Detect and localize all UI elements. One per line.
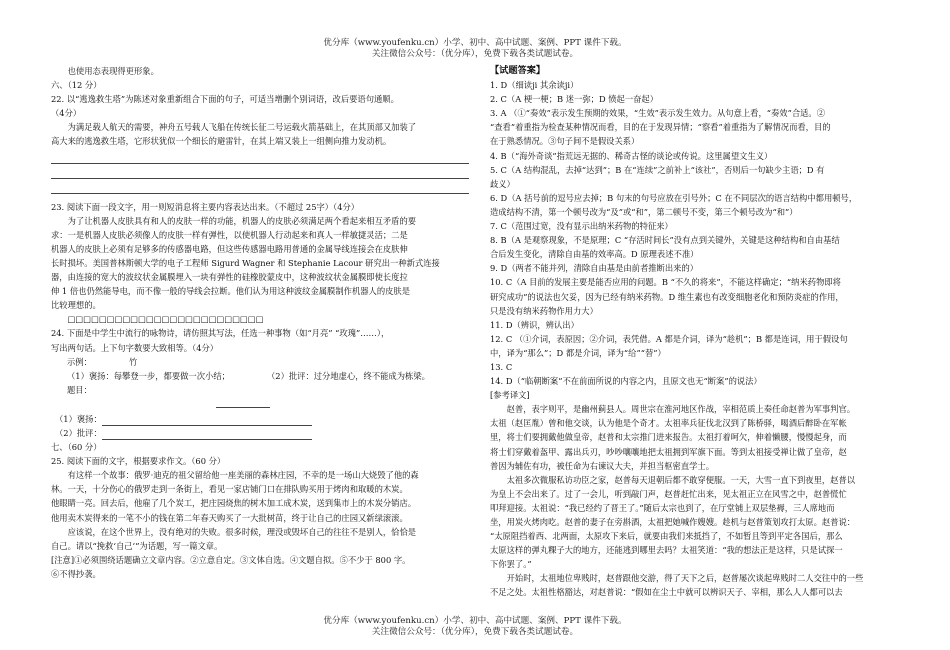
answer-boxes: □□□□□□□□□□□□□□□□□□□□□□□□□ [67,314,264,325]
question-22-points: （4分） [51,108,82,119]
praise-label: （1）褒扬： [55,413,102,424]
answer-10: 10. C（A 目前的发展主要是能否应用的问题。B “不久的将来”，不能这样确定；“纳米药物即将 [490,277,841,288]
question-22: 22. 以“逃逸救生塔”为陈述对象重新组合下面的句子，可适当增删个别词语，改后要语句通顺。 [51,94,399,105]
example-criticism: （2）批评：过分地虚心，终不能成为栋梁。 [267,370,430,381]
text-line: 他用卖木炭得来的一笔不小的钱在第二年春天购买了一大批树苗，终于让自己的庄园又新绿滚滚。 [51,512,408,523]
answer-14: 14. D（“临朝断案”不在前面所说的内容之内，且原文也无“断案”的说法） [490,376,762,387]
question-24: 24. 下面是中学生中流行的咏物诗，请仿照其写法，任选一种事物（如“月亮” “玫瑰”……）， [51,328,390,339]
header-line-1: 优分库（www.youfenku.cn）小学、初中、高中试题、案例、PPT 课件下载。 [323,38,627,48]
answer-6: 6. D（A 括号前的逗号应去掉；B 句末的句号应放在引号外；C 在不同层次的语言结构中都用顿号， [490,192,858,203]
text-line: 自己。请以“挽救‘自己’”为话题，写一篇文章。 [51,540,223,551]
text-line: 为满足载人航天的需要，神舟五号载人飞船在传统长征二号运载火箭基础上，在其顶部又加装了 [67,122,417,133]
text-line: 求：一是机器人皮肤必须像人的皮肤一样有弹性，以使机器人行动起来和真人一样敏捷灵活；二是 [51,229,408,240]
text-line: 研究成功”的说法也欠妥，因为已经有纳米药物。D 维生素也有改变细胞老化和预防炎症的作用， [490,291,844,302]
praise-row [51,412,469,426]
question-23: 23. 阅读下面一段文字，用一则短消息将主要内容表达出来。（不超过 25字）（4分） [51,201,360,212]
text-line: 在于熟悉情况。③句子间不是假设关系） [490,136,640,147]
right-column [490,64,906,616]
title-blank [216,397,270,408]
example-row [51,355,469,369]
example-label: 示例： [67,356,92,367]
answer-5: 5. C（A 结构混乱，去掉“达到”；B 在“连续”之前补上“该社”，否则后一句缺少主语；D 有 [490,164,825,175]
text-line: 伸 1 倍也仍然能导电，而不像一般的导线会拉断。他们认为用这种波纹金属膜制作机器人的皮肤是 [51,286,411,297]
footer-line-2: 关注微信公众号：（优分库），免费下载各类试题试卷。 [371,627,579,637]
text-line: 合后发生变化，清除自由基的效率高。D 原理表述不准） [490,249,699,260]
text-line: 有这样一个故事：俄罗·迪克的祖父留给他一座美丽的森林庄园，不幸的是一场山大烧毁了他的森 [67,470,419,481]
text-line: 叩拜迎接。太祖说：“我已经约了晋王了。”随后太宗也到了，在厅堂铺上双层垫褥，三人席地而 [490,502,835,513]
text-line: 只是没有纳米药物作用力大） [490,305,598,316]
text-line: 歧义） [490,178,515,189]
text-line: 赵普，表字则平，是幽州蓟县人。周世宗在淮河地区作战，宰相范质上奏任命赵普为军事判官。 [506,404,856,415]
text-line: 太原这样的弹丸粿子大的地方，还能逃到哪里去吗？太祖笑道：“我的想法正是这样，只是试探一 [490,545,843,556]
text-line: 林。一天，十分伤心的俄罗走到一条街上，看见一家店铺门口在排队购买用于烤肉和取暖的木炭。 [51,484,408,495]
answer-8: 8. B（A 是观察现象，不是原理；C “存活时间长”没有点到关键外，关键是这种结构和自由基结 [490,235,840,246]
text-line: 开始时，太祖地位卑贱时，赵普跟他交游，得了天下之后，赵普屡次谈起卑贱时二人交往中的一些 [506,573,864,584]
text-line: 将士们穿戴着盔甲、露出兵刃，吵吵嚷嚷地把太祖拥到军旗下面。等到太祖接受禅让做了皇帝，赵 [490,446,847,457]
answer-line [51,165,469,179]
answer-11: 11. D（辨识，辨认出） [490,319,579,330]
text-line: “查看”着重指为检查某种情况而看，目的在于发现异情；“察看”着重指为了解情况而看，目的 [490,122,831,133]
criticism-row [51,426,469,440]
text-line: 为了让机器人皮肤具有和人的皮肤一样的功能，机器人的皮肤必须满足两个看起来相互矛盾的要 [67,215,417,226]
text-line: 坐，用炭火烤肉吃。赵普的妻子在旁斟酒，太祖把她喊作嫂嫂。趁机与赵普策划攻打太原。赵普说： [490,517,856,527]
text-line: 太祖多次微服私访功臣之家，赵普每天退朝后都不敢穿便服。一天，大雪一直下到夜里，赵普以 [506,474,856,485]
answer-7: 7. C（范围过宽，没有显示出纳米药物的特征来） [490,221,673,232]
text-line: 普因为辅佐有功，被任命为右谏议大夫，并担当枢密直学士。 [490,460,715,471]
text-line: 中，译为“那么”；D 都是介词，译为“给”“替”） [490,347,666,358]
answers-title: 【试题答案】 [490,65,546,76]
answer-4: 4. B（“海外奇谈”指荒远无据的、稀奇古怪的谈论或传说。这里属望文生义） [490,150,773,161]
page-footer [0,616,950,638]
essay-notes: [注意]①必须围绕话题确立文章内容。②立意自定。③文体自选。④文题自拟。⑤不少于 800 字。 [51,554,411,565]
question-25: 25. 阅读下面的文字，根据要求作文。（60 分） [51,456,226,467]
answer-3: 3. A （①“奏效”表示发生预期的效果，“生效”表示发生效力。从句意上看，“奏效”合适。② [490,108,826,119]
text-line: 太祖（赵匡胤）曾和他交谈，认为他是个奇才。太祖率兵征伐北汉到了陈桥驿，喝酒后醉卧在军帐 [490,418,847,429]
text-line: 机器人的皮肤上必须有足够多的传感器电路，但这些传感器电路用普通的金属导线连接会在皮肤伸 [51,243,408,254]
footer-line-1: 优分库（www.youfenku.cn）小学、初中、高中试题、案例、PPT 课件下载。 [323,616,627,626]
criticism-label: （2）批评： [55,427,102,438]
text-line: 高大来的逃逸救生塔，它形状犹似一个细长的避雷针，在其上端又装上一组侧向推力发动机。 [51,136,392,147]
answer-9: 9. D（两者不能并列，清除自由基是由前者推断出来的） [490,263,699,274]
example-content-row [51,369,469,383]
text-line: 不足之处。太祖性格豁达，对赵普说：“假如在尘土中就可以辨识天子、宰相，那么人人都可以去 [490,587,843,598]
text-line: 下你罢了。” [490,559,532,570]
example-title: 竹 [129,356,138,367]
answer-2: 2. C（A 梗一梗；B 迷一弥；D 愤起一奋起） [490,94,659,105]
section-heading-seven: 七、（60 分） [51,442,102,453]
text-line: 长时损坏。美国普林斯顿大学的电子工程师 Sigurd Wagner 和 Stephanie Lacour 研究出一种新式连接 [51,257,440,268]
answer-12: 12. C （①介词，表原因；②介词，表凭借。A 都是介词，译为“趁机”；B 都是连词，用于假设句 [490,333,848,344]
answer-line [51,150,469,164]
left-column [51,64,469,616]
text-line: “太原阻挡着西、北两面，太原攻下来后，就要由我们来抵挡了，不如暂且等到平定各国后，那么 [490,531,843,542]
essay-notes-end: ⑥不得抄袭。 [51,568,101,579]
text-line: 他眼睛一亮。回去后，他雇了几个炭工，把庄园烧焦的树木加工成木炭，送到集市上的木炭分销店。 [51,498,417,509]
text-line: 为皇上不会出来了。过了一会儿，听到敲门声，赵普赶忙出来，见太祖正立在风雪之中，赵普慌忙 [490,488,847,499]
page-header [0,38,950,60]
text-line: 里，将士们要拥戴他做皇帝，赵普和太宗推门进来报告。太祖打着呵欠，伸着懒腰，慢慢起身，而 [490,432,847,443]
criticism-blank [102,429,312,440]
answer-1: 1. D（细读ji 其余读ji） [490,80,579,91]
text-line: 造成结构不清，第一个顿号改为“及”或“和”，第二顿号不变，第三个顿号改为“和”） [490,206,798,217]
header-line-2: 关注微信公众号：（优分库），免费下载各类试题试卷。 [371,49,579,59]
text-line: 应该说，在这个世界上，没有绝对的失败。很多时候，理没或毁坏自己的往往不是别人，恰恰是 [67,526,417,537]
text-line: 也使用态表现得更形象。 [67,66,159,76]
text-line: 比较理想的。 [51,300,101,311]
answer-13: 13. C [490,361,513,372]
translation-heading: [参考译文] [490,390,530,401]
answer-line [51,180,469,194]
text-line: 写出两句话。上下句字数要大致相等。（4分） [51,342,219,353]
example-praise: （1）褒扬：每攀登一步，都要做一次小结； [67,370,230,381]
text-line: 器，由连接的宽大的波纹状金属膜埋入一块有弹性的硅橡胶蒙皮中，这种波纹状金属膜即使长度拉 [51,272,408,283]
title-label: 题目： [67,384,92,395]
praise-blank [102,415,312,426]
section-heading-six: 六、（12 分） [51,80,102,91]
